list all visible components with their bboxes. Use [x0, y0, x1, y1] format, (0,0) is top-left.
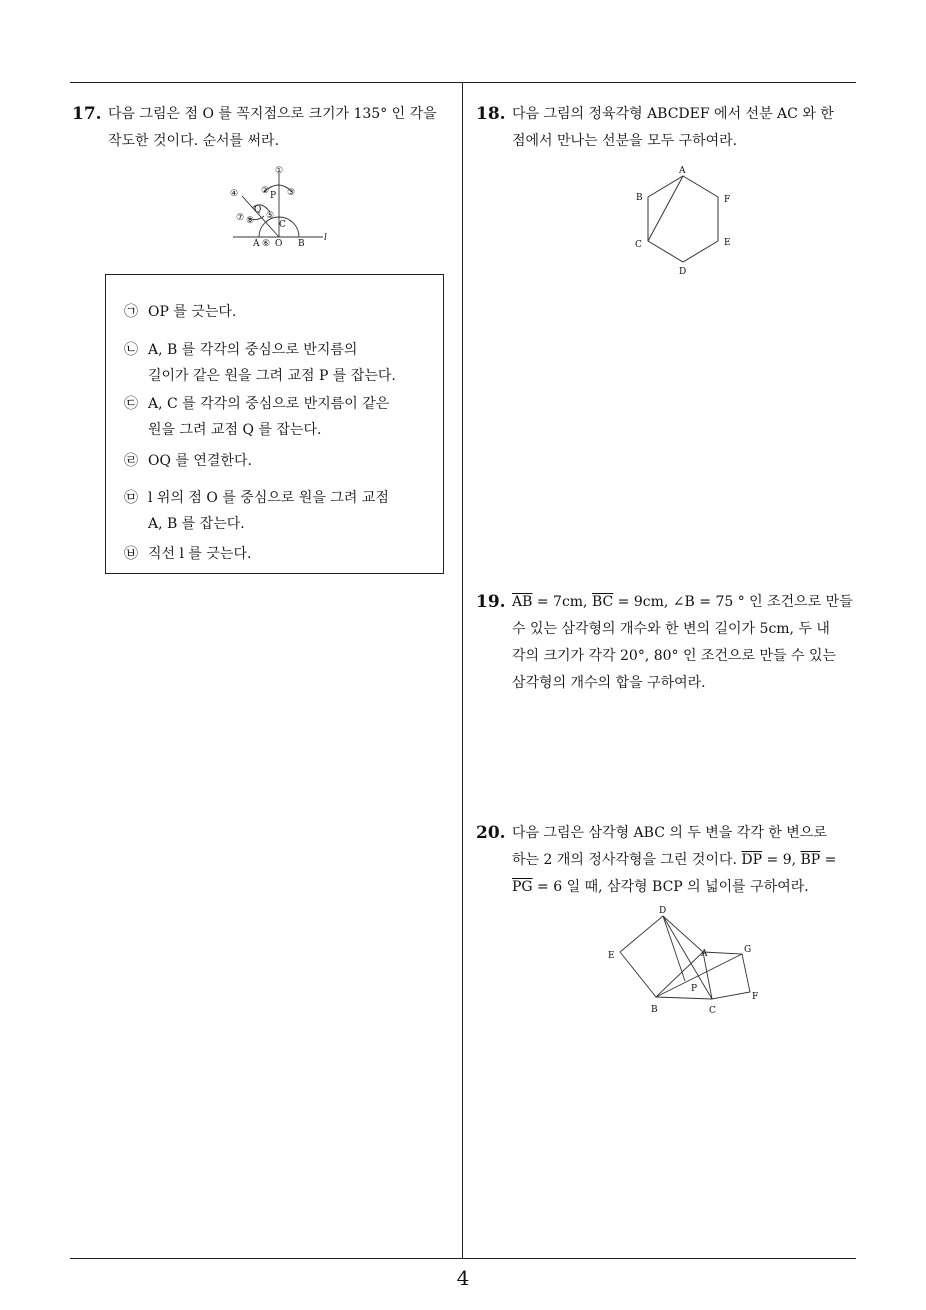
- question-text-line: 점에서 만나는 선분을 모두 구하여라.: [512, 133, 738, 149]
- question-text-line: [512, 847, 866, 874]
- text-run: 하는 2 개의 정사각형을 그린 것이다.: [512, 852, 742, 868]
- step-text: A, C 를 각각의 중심으로 반지름이 같은: [148, 396, 390, 412]
- step-item: [124, 299, 236, 325]
- figure-label: F: [752, 992, 759, 1002]
- hexagon-figure: [628, 162, 740, 276]
- question-text-line: [512, 589, 866, 616]
- figure-label: E: [724, 238, 731, 248]
- step-marker: ㉣: [124, 453, 138, 469]
- figure-label: ⑥: [262, 239, 271, 249]
- question-number: 20.: [476, 823, 506, 843]
- figure-label: A: [701, 949, 708, 959]
- step-marker: ㉥: [124, 546, 138, 562]
- question-text-line: 삼각형의 개수의 합을 구하여라.: [512, 675, 706, 691]
- text-run: = 9,: [762, 852, 801, 868]
- figure-label: D: [659, 906, 667, 916]
- step-text: 직선 l 를 긋는다.: [148, 546, 252, 562]
- segment-DP: $\overline{DP}$: [741, 852, 763, 868]
- step-item: [124, 485, 389, 537]
- steps-box: [105, 274, 444, 574]
- segment-PG: $\overline{PG}$: [512, 879, 533, 895]
- page-number: 4: [456, 1266, 470, 1290]
- step-item: [124, 541, 251, 567]
- figure-label: ⑤: [266, 211, 275, 221]
- question-text-line: 작도한 것이다. 순서를 써라.: [108, 133, 280, 149]
- question-text-line: 각의 크기가 각각 20°, 80° 인 조건으로 만들 수 있는: [512, 648, 837, 664]
- step-marker: ㉡: [124, 342, 138, 358]
- step-text: 원을 그려 교점 Q 를 잡는다.: [148, 422, 322, 438]
- figure-label: ⑦: [236, 213, 245, 223]
- question-text-line: 다음 그림의 정육각형 ABCDEF 에서 선분 AC 와 한: [512, 106, 834, 122]
- question-number: 19.: [476, 592, 506, 612]
- figure-label: O: [275, 239, 283, 249]
- figure-label: P: [270, 191, 277, 201]
- step-text: OP 를 긋는다.: [148, 304, 237, 320]
- question-17: [72, 101, 462, 155]
- question-20: [476, 820, 866, 901]
- question-number: 17.: [72, 104, 102, 124]
- segment-AB: $\overline{AB}$: [512, 594, 533, 610]
- column-divider: [462, 83, 463, 1258]
- figure-label: ⑧: [246, 216, 255, 226]
- step-text: l 위의 점 O 를 중심으로 원을 그려 교점: [148, 490, 389, 506]
- step-item: [124, 337, 396, 389]
- step-text: 길이가 같은 원을 그려 교점 P 를 잡는다.: [148, 368, 396, 384]
- figure-label: A: [679, 166, 686, 176]
- step-marker: ㉢: [124, 396, 138, 412]
- step-item: [124, 391, 389, 443]
- figure-label: A: [253, 239, 260, 249]
- figure-label: ④: [230, 189, 239, 199]
- step-text: A, B 를 각각의 중심으로 반지름의: [148, 342, 358, 358]
- figure-label: B: [298, 239, 305, 249]
- figure-label: C: [279, 220, 286, 230]
- figure-label: ②: [261, 186, 270, 196]
- figure-label: Q: [254, 205, 262, 215]
- figure-label: C: [709, 1006, 716, 1016]
- step-text: OQ 를 연결한다.: [148, 453, 252, 469]
- figure-label: ①: [275, 166, 284, 176]
- segment-BP: $\overline{BP}$: [800, 852, 821, 868]
- angle-construction-figure: [228, 160, 338, 250]
- segment-BC: $\overline{BC}$: [591, 594, 614, 610]
- text-run: = 9cm, ∠B = 75 ° 인 조건으로 만들: [613, 594, 853, 610]
- figure-label: C: [635, 240, 642, 250]
- figure-label: F: [724, 195, 731, 205]
- figure-label: ③: [287, 188, 296, 198]
- figure-label: B: [651, 1005, 658, 1015]
- step-marker: ㉠: [124, 304, 138, 320]
- text-run: =: [820, 852, 837, 868]
- question-19: [476, 589, 866, 697]
- question-text-line: [512, 874, 866, 901]
- step-marker: ㉤: [124, 490, 138, 506]
- question-18: [476, 101, 866, 155]
- figure-label: B: [636, 193, 643, 203]
- question-text-line: 다음 그림은 삼각형 ABC 의 두 변을 각각 한 변으로: [512, 825, 827, 841]
- triangle-squares-figure: [604, 902, 766, 1020]
- figure-label: E: [608, 951, 615, 961]
- figure-label: D: [679, 267, 687, 276]
- step-text: A, B 를 잡는다.: [148, 516, 245, 532]
- top-rule: [70, 82, 856, 83]
- question-text-line: 다음 그림은 점 O 를 꼭지점으로 크기가 135° 인 각을: [108, 106, 437, 122]
- figure-label: l: [324, 233, 327, 243]
- figure-label: P: [691, 984, 698, 994]
- step-item: [124, 448, 252, 474]
- figure-label: G: [744, 945, 752, 955]
- text-run: = 7cm,: [532, 594, 592, 610]
- question-text-line: 수 있는 삼각형의 개수와 한 변의 길이가 5cm, 두 내: [512, 621, 830, 637]
- question-number: 18.: [476, 104, 506, 124]
- text-run: = 6 일 때, 삼각형 BCP 의 넓이를 구하여라.: [532, 879, 809, 895]
- bottom-rule: [70, 1258, 856, 1259]
